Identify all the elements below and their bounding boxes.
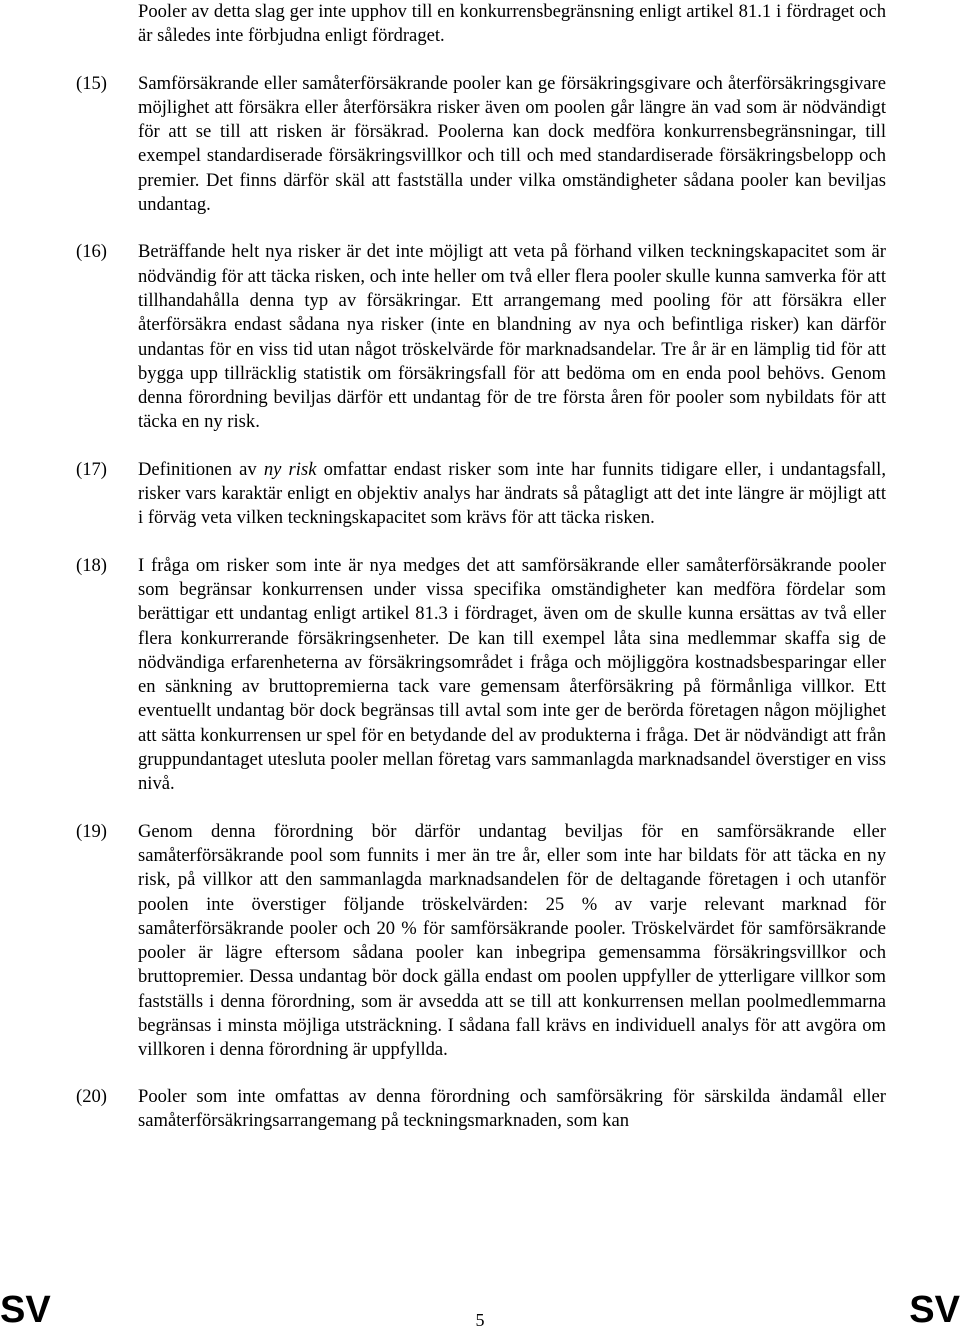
document-body bbox=[76, 0, 886, 1156]
language-code-right: SV bbox=[909, 1289, 960, 1331]
paragraph-text: I fråga om risker som inte är nya medges det att samförsäkrande eller samåterförsäkrande pooler som begränsar konkurrensen under vissa specifika omständigheter kan medföra fördelar som berättigar ett undantag enligt artikel 81.3 i fördraget, även om de skulle kunna ersättas av två eller flera konkurrerande försäkringsenheter. De kan till exempel låta sina medlemmar skaffa sig de nödvändiga erfarenheterna av försäkringsområdet i fråga och möjliggöra kostnadsbesparingar eller en sänkning av bruttopremierna tack vare gemensam återförsäkring på förmånliga villkor. Ett eventuellt undantag bör dock begränsas till avtal som inte ger de berörda företagen någon möjlighet att sätta konkurrensen ur spel för en betydande del av produkterna i fråga. Det är nödvändigt att från gruppundantaget utesluta pooler mellan företag vars sammanlagda marknadsandel överstiger en viss nivå. bbox=[138, 554, 886, 795]
paragraph-text: Beträffande helt nya risker är det inte möjligt att veta på förhand vilken teckningskapacitet som är nödvändig för att täcka risken, och inte heller om två eller flera pooler skulle kunna samverka för att tillhandahålla denna typ av försäkringar. Ett arrangemang med pooling för att försäkra eller återförsäkra endast sådana nya risker (inte en blandning av nya och befintliga risker) kan därför undantas för en viss tid utan något tröskelvärde för marknadsandelar. Tre år är en lämplig tid för att bygga upp tillräcklig statistik om försäkringsfall för att bedöma om en enda pool behövs. Genom denna förordning beviljas därför ett undantag för de tre första åren för pooler som nybildats för att täcka en ny risk. bbox=[138, 241, 886, 433]
paragraph-number: (17) bbox=[76, 458, 107, 480]
paragraph-number: (19) bbox=[76, 820, 107, 842]
paragraph-15 bbox=[76, 72, 886, 218]
paragraph-16 bbox=[76, 240, 886, 434]
paragraph-text: Pooler av detta slag ger inte upphov till en konkurrensbegränsning enligt artikel 81.1 i fördraget och är således inte förbjudna enligt fördraget. bbox=[138, 1, 886, 47]
paragraph-number: (16) bbox=[76, 241, 107, 263]
paragraph-emphasis: ny risk bbox=[263, 458, 317, 480]
page-number: 5 bbox=[475, 1310, 485, 1330]
paragraph-text: omfattar endast risker som inte har funnits tidigare eller, i undantagsfall, risker vars karaktär enligt en objektiv analys har ändrats så påtagligt att det inte längre är möjligt att i förväg veta vilken teckningskapacitet som krävs för att täcka risken. bbox=[138, 458, 886, 529]
paragraph-17 bbox=[76, 458, 886, 531]
paragraph-20 bbox=[76, 1085, 886, 1134]
paragraph-number: (18) bbox=[76, 554, 107, 576]
paragraph-text: Genom denna förordning bör därför undantag beviljas för en samförsäkrande eller samåterförsäkrande pool som funnits i mer än tre år, eller som inte har bildats för att täcka en ny risk, på villkor att den sammanlagda marknadsandelen för de deltagande företagen i och utanför poolen inte överstiger följande tröskelvärden: 25 % av varje relevant marknad för samåterförsäkrande pooler och 20 % för samförsäkrande pooler. Tröskelvärdet för samförsäkrande pooler är lägre eftersom sådana pooler kan inbegripa gemensamma försäkringsvillkor och bruttopremier. Dessa undantag bör dock gälla endast om poolen uppfyller de ytterligare villkor som fastställs i denna förordning, som är avsedda att se till att konkurrensen mellan poolmedlemmarna begränsas i minsta möjliga utsträckning. I sådana fall krävs en individuell analys för att avgöra om villkoren i denna förordning är uppfyllda. bbox=[138, 820, 886, 1061]
paragraph-text: Samförsäkrande eller samåterförsäkrande pooler kan ge försäkringsgivare och återförsäkringsgivare möjlighet att försäkra eller återförsäkra risker även om poolen går längre än vad som är nödvändigt för att se till att risken är försäkrad. Poolerna kan dock medföra konkurrensbegränsningar, till exempel standardiserade försäkringsvillkor och till och med standardiserade försäkringsbelopp och premier. Det finns därför skäl att fastställa under vilka omständigheter sådana pooler kan beviljas undantag. bbox=[138, 72, 886, 216]
paragraph-text: Pooler som inte omfattas av denna förordning och samförsäkring för särskilda ändamål eller samåterförsäkringsarrangemang på teckningsmarknaden, som kan bbox=[138, 1085, 886, 1131]
language-code-left: SV bbox=[0, 1289, 51, 1331]
paragraph-18 bbox=[76, 554, 886, 797]
paragraph-text: Definitionen av bbox=[138, 458, 264, 480]
paragraph-number: (20) bbox=[76, 1085, 107, 1107]
paragraph-number: (15) bbox=[76, 72, 107, 94]
paragraph-19 bbox=[76, 820, 886, 1063]
paragraph-0 bbox=[76, 0, 886, 49]
